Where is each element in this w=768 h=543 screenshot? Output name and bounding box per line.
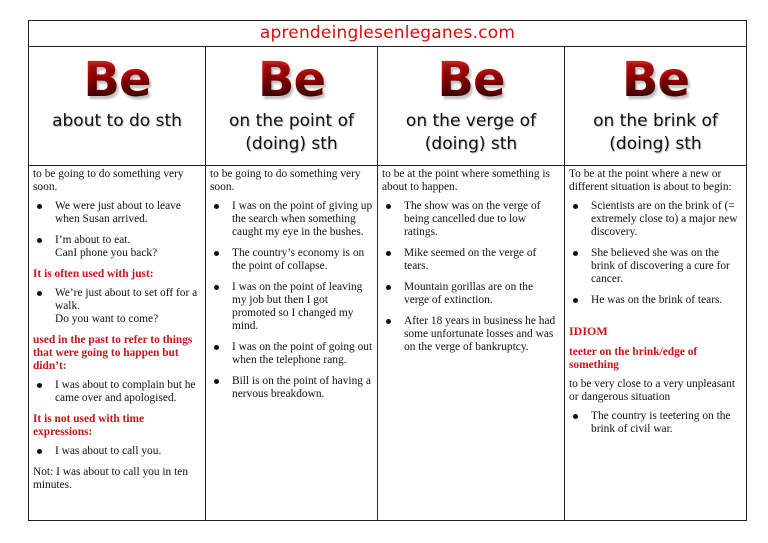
usage-heading: used in the past to refer to things that were going to happen but didn’t: bbox=[33, 334, 193, 372]
phrase: on the point of (doing) sth bbox=[228, 111, 355, 154]
column-header bbox=[206, 47, 377, 166]
list-item: After 18 years in business he had some unfortunate losses and was on the verge of bankruptcy. bbox=[382, 315, 560, 354]
list-item: I was about to call you. bbox=[33, 445, 201, 458]
definition: To be at the point where a new or different situation is about to begin: bbox=[569, 168, 732, 193]
idiom-definition: to be very close to a very unpleasant or dangerous situation bbox=[569, 378, 736, 403]
list-item: Mountain gorillas are on the verge of extinction. bbox=[382, 281, 560, 307]
phrase: about to do sth bbox=[52, 111, 182, 131]
definition: to be going to do something very soon. bbox=[210, 168, 361, 193]
idiom-label: IDIOM bbox=[569, 324, 608, 338]
column-on-the-verge-of bbox=[378, 47, 565, 521]
list-item: Scientists are on the brink of (= extremely close to) a major new discovery. bbox=[569, 200, 742, 239]
example-list bbox=[569, 410, 742, 436]
column-header bbox=[565, 47, 746, 166]
note: Not: I was about to call you in ten minutes. bbox=[33, 466, 189, 491]
be-word: Be bbox=[257, 52, 326, 108]
example-list bbox=[33, 379, 201, 405]
usage-heading: It is not used with time expressions: bbox=[33, 413, 145, 438]
column-header bbox=[29, 47, 205, 166]
example-list bbox=[569, 200, 742, 307]
example-list bbox=[382, 200, 560, 354]
list-item: Bill is on the point of having a nervous breakdown. bbox=[210, 375, 373, 401]
column-body bbox=[565, 166, 746, 444]
definition: to be going to do something very soon. bbox=[33, 168, 184, 193]
example-list bbox=[33, 200, 201, 260]
list-item: He was on the brink of tears. bbox=[569, 294, 742, 307]
column-on-the-brink-of bbox=[565, 47, 746, 521]
grammar-sheet bbox=[28, 20, 747, 521]
list-item: I was on the point of going out when the telephone rang. bbox=[210, 341, 373, 367]
column-body bbox=[29, 166, 205, 492]
usage-heading: It is often used with just: bbox=[33, 268, 154, 280]
list-item: The country is teetering on the brink of civil war. bbox=[569, 410, 742, 436]
example-list bbox=[210, 200, 373, 401]
phrase: on the verge of (doing) sth bbox=[405, 111, 537, 154]
column-on-the-point-of bbox=[206, 47, 378, 521]
idiom-phrase: teeter on the brink/edge of something bbox=[569, 346, 698, 371]
list-item: She believed she was on the brink of discovering a cure for cancer. bbox=[569, 247, 742, 286]
phrase: on the brink of (doing) sth bbox=[593, 111, 718, 154]
list-item: I was on the point of giving up the search when something caught my eye in the bushes. bbox=[210, 200, 373, 239]
column-body bbox=[378, 166, 564, 362]
definition: to be at the point where something is about to happen. bbox=[382, 168, 550, 193]
list-item: We’re just about to set off for a walk. Do you want to come? bbox=[33, 287, 201, 326]
column-about-to bbox=[29, 47, 206, 521]
list-item: We were just about to leave when Susan arrived. bbox=[33, 200, 201, 226]
example-list bbox=[33, 287, 201, 326]
columns bbox=[29, 47, 746, 521]
column-header bbox=[378, 47, 564, 166]
list-item: The show was on the verge of being cancelled due to low ratings. bbox=[382, 200, 560, 239]
be-word: Be bbox=[83, 52, 151, 108]
list-item: The country’s economy is on the point of collapse. bbox=[210, 247, 373, 273]
be-word: Be bbox=[621, 52, 690, 108]
be-word: Be bbox=[437, 52, 505, 108]
column-body bbox=[206, 166, 377, 409]
list-item: I was about to complain but he came over and apologised. bbox=[33, 379, 201, 405]
list-item: I was on the point of leaving my job but then I got promoted so I changed my mind. bbox=[210, 281, 373, 333]
list-item: I’m about to eat. CanI phone you back? bbox=[33, 234, 201, 260]
list-item: Mike seemed on the verge of tears. bbox=[382, 247, 560, 273]
example-list bbox=[33, 445, 201, 458]
site-title: aprendeinglesenleganes.com bbox=[29, 21, 746, 47]
